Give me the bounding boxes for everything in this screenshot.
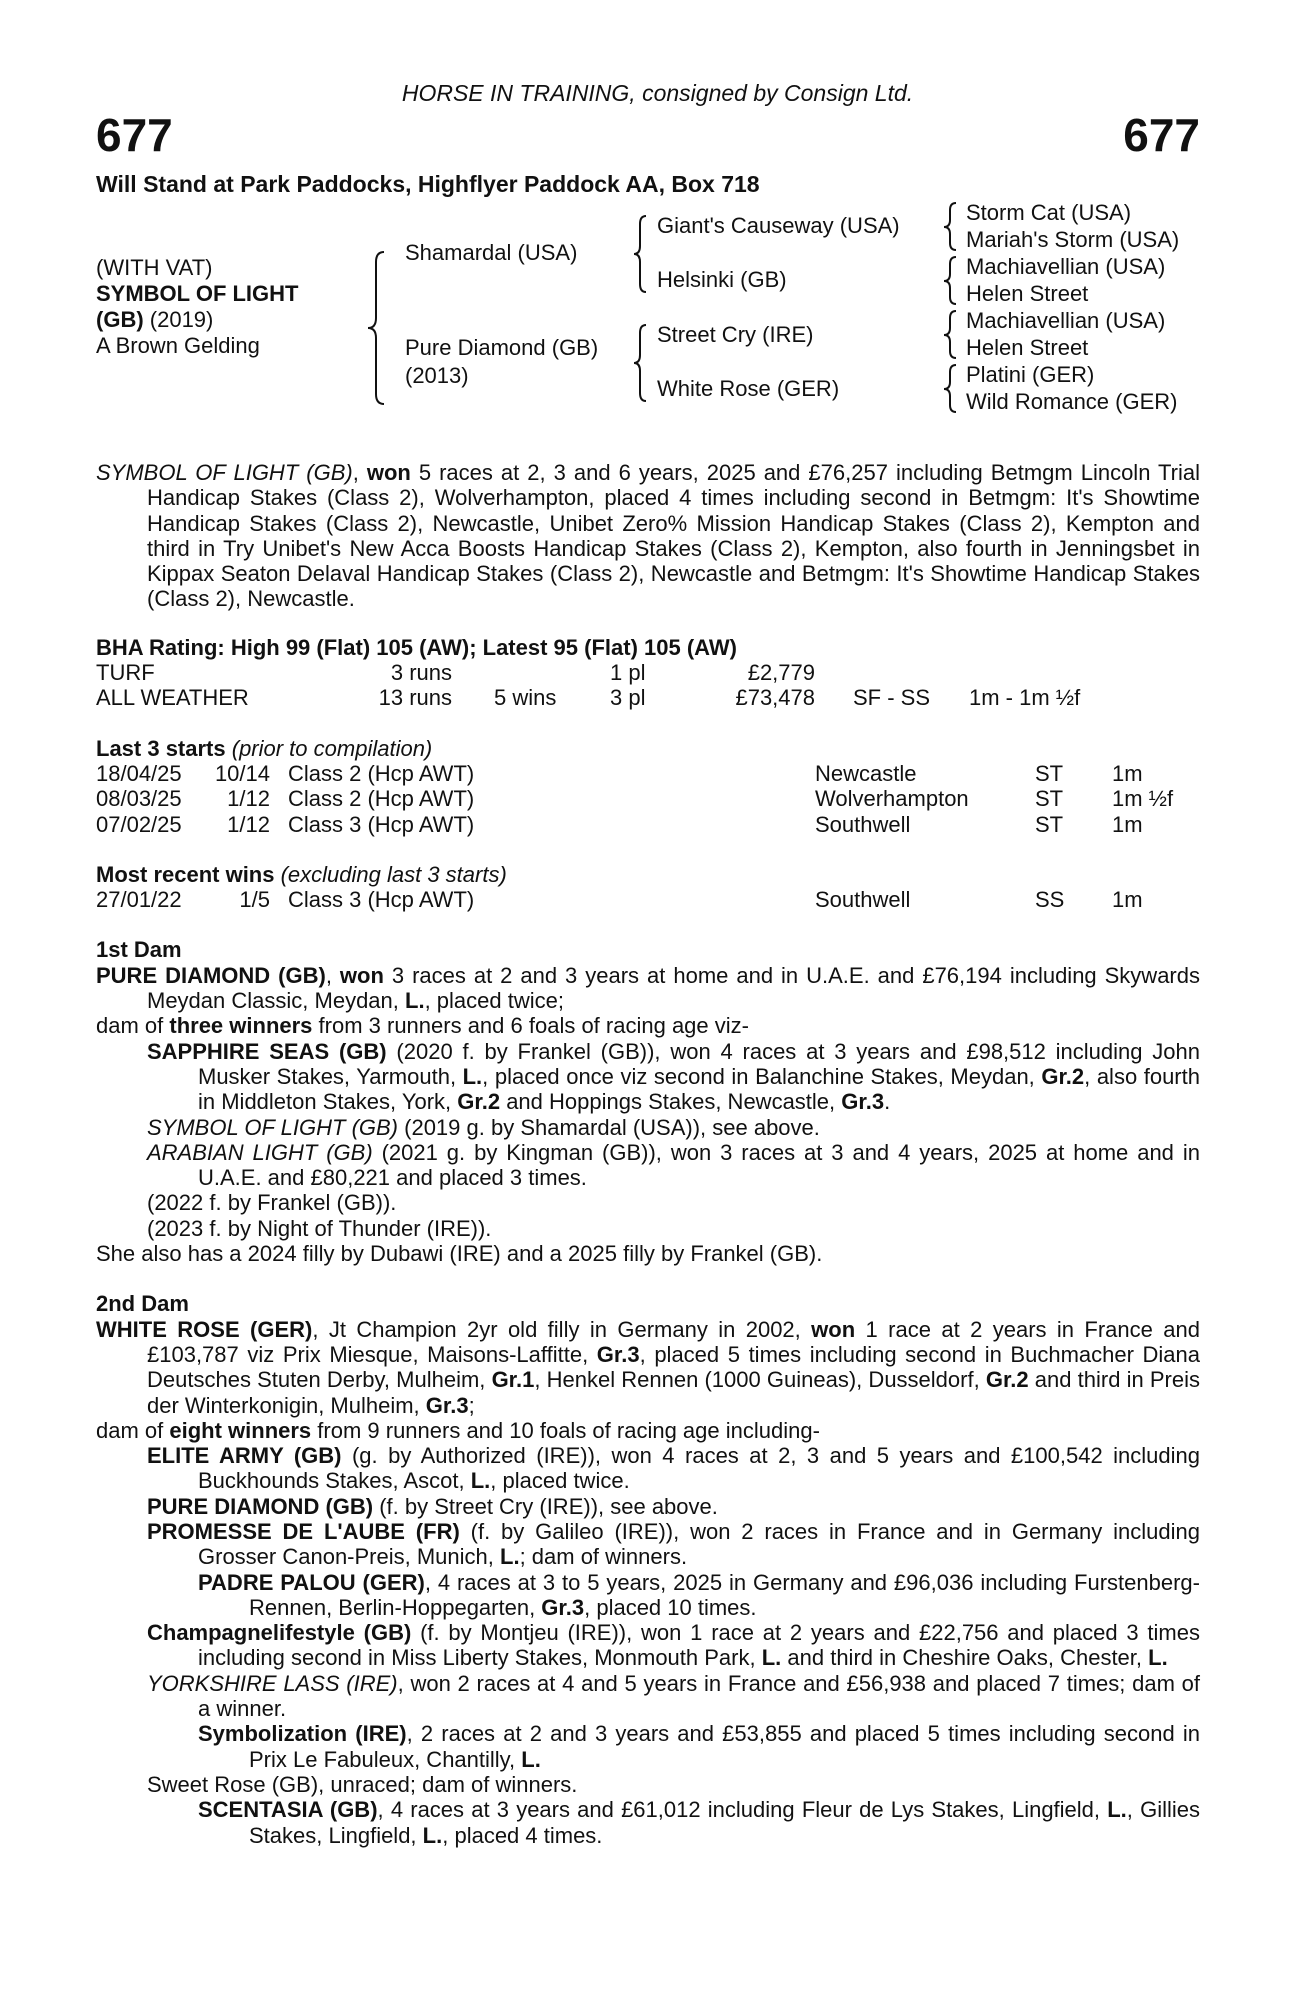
produce-record [96, 1241, 1200, 1266]
date: 07/02/25 [96, 811, 182, 837]
first-dam-section [96, 937, 1200, 1266]
distance: 1m [1112, 760, 1143, 786]
grandparent-ancestor: Machiavellian (USA) [966, 308, 1166, 333]
record-row [96, 685, 1200, 710]
bold-text: L. [500, 1544, 520, 1570]
prize-money: £2,779 [747, 660, 815, 686]
text: , Henkel Rennen (1000 Guineas), Dusseldorf, [534, 1367, 986, 1393]
produce-record [96, 1418, 1200, 1443]
italic-text: SYMBOL OF LIGHT (GB) [96, 460, 353, 485]
text: , placed twice; [424, 988, 564, 1014]
bold-text: three winners [169, 1013, 313, 1039]
text: 3 races at 2 and 3 years at home and in U.A.E. and £76,194 including Skywards Meydan Classic, Meydan, [147, 962, 1200, 1014]
dam-year: (2013) [405, 363, 469, 388]
brace-sire [634, 216, 646, 292]
text: , placed twice. [490, 1468, 630, 1494]
text: 1 race at 2 years in France and £103,787 viz Prix Miesque, Maisons-Laffitte, [147, 1316, 1200, 1367]
brace-dam [634, 325, 646, 401]
text: ; dam of winners. [519, 1544, 688, 1570]
grandparent-ancestor: Wild Romance (GER) [966, 389, 1178, 414]
course: Newcastle [815, 760, 917, 786]
course: Wolverhampton [815, 786, 969, 812]
text: , 2 races at 2 and 3 years and £53,855 and placed 5 times including second in Prix Le Fabuleux, Chantilly, [249, 1721, 1201, 1772]
sire: Shamardal (USA) [405, 240, 578, 265]
text: , [325, 962, 340, 988]
recent-wins-section [96, 862, 1200, 913]
distance: 1m ½f [1112, 786, 1174, 812]
stand-location: Will Stand at Park Paddocks, Highflyer Paddock AA, Box 718 [96, 171, 760, 197]
bold-text: Gr.3 [541, 1594, 585, 1620]
text: , placed 5 times including second in Buchmacher Diana Deutsches Stuten Derby, Mulheim, [147, 1341, 1201, 1393]
bold-text: PADRE PALOU (GER) [198, 1569, 425, 1595]
bold-text: L. [422, 1822, 443, 1848]
produce-record [96, 1115, 1200, 1140]
italic-text: SYMBOL OF LIGHT (GB) [147, 1114, 399, 1140]
grandparent-ancestor: Mariah's Storm (USA) [966, 227, 1180, 252]
produce-record [96, 1494, 1200, 1519]
date: 18/04/25 [96, 760, 182, 786]
text: (2020 f. by Frankel (GB)), won 4 races at 3 years and £98,512 including John Musker Stakes, Yarmouth, [198, 1038, 1200, 1089]
text: , also fourth in Middleton Stakes, York, [198, 1063, 1200, 1115]
dam: Pure Diamond (GB) [405, 335, 599, 360]
bold-text: PURE DIAMOND (GB) [147, 1493, 374, 1519]
text: , Gillies Stakes, Lingfield, [249, 1797, 1200, 1848]
text: , placed 4 times. [442, 1822, 603, 1848]
bold-text: WHITE ROSE (GER) [96, 1316, 313, 1342]
going: SF - SS [853, 685, 931, 711]
going: ST [1035, 786, 1064, 812]
date: 27/01/22 [96, 887, 182, 913]
horse-country: (GB) [96, 307, 144, 332]
text: , Jt Champion 2yr old filly in Germany in 2002, [312, 1316, 812, 1342]
race-class: Class 3 (Hcp AWT) [288, 811, 475, 837]
last-3-starts-title: Last 3 starts [96, 735, 226, 761]
produce-record [96, 1039, 1200, 1115]
position: 10/14 [214, 760, 270, 786]
bold-text: Gr.2 [985, 1367, 1029, 1393]
text: and Hoppings Stakes, Newcastle, [500, 1089, 842, 1115]
text: and third in Preis der Winterkonigin, Mulheim, [147, 1367, 1201, 1418]
italic-text: ARABIAN LIGHT (GB) [147, 1139, 373, 1165]
text: (f. by Galileo (IRE)), won 2 races in France and in Germany including Grosser Canon-Preis, Munich, [198, 1518, 1200, 1570]
bha-rating-title: BHA Rating: High 99 (Flat) 105 (AW); Latest 95 (Flat) 105 (AW) [96, 634, 737, 660]
position: 1/12 [227, 786, 270, 812]
text: dam of [96, 1417, 170, 1443]
distance: 1m [1112, 887, 1143, 913]
grandparent-ancestor: Helen Street [966, 281, 1089, 306]
bold-text: Gr.3 [841, 1089, 885, 1115]
produce-record [96, 1570, 1200, 1621]
record-row [96, 812, 1200, 837]
text: (g. by Authorized (IRE)), won 4 races at 2, 3 and 5 years and £100,542 including Buckhounds Stakes, Ascot, [198, 1443, 1200, 1494]
text: dam of [96, 1013, 170, 1039]
bold-text: L. [1107, 1797, 1127, 1823]
text: 5 races at 2, 3 and 6 years, 2025 and £76,257 including Betmgm Lincoln Trial Handicap Stakes (Class 2), Wolverhampton, placed 4 times including second in Betmgm: It's Showtime Handicap Stakes (Class 2), Newcastle, Unibet Zero% Mission Handicap Stakes (Class 2), Kempton and third in Try Unibet's New Acca Boosts Handicap Stakes (Class 2), Kempton, also fourth in Jenningsbet in Kippax Seaton Delaval Handicap Stakes (Class 2), Newcastle and Betmgm: It's Showtime Handicap Stakes (Class 2), Newcastle. [147, 460, 1200, 612]
text: and third in Cheshire Oaks, Chester, [781, 1645, 1149, 1671]
dam-sire: Street Cry (IRE) [657, 322, 814, 347]
record-row [96, 660, 1200, 685]
text: (f. by Montjeu (IRE)), won 1 race at 2 years and £22,756 and placed 3 times including second in Miss Liberty Stakes, Monmouth Park, [198, 1620, 1200, 1671]
bold-text: L. [521, 1746, 541, 1772]
text: Sweet Rose (GB), unraced; dam of winners. [147, 1771, 578, 1797]
bold-text: L. [470, 1468, 491, 1494]
text: from 3 runners and 6 foals of racing age viz- [312, 1013, 749, 1039]
text: She also has a 2024 filly by Dubawi (IRE) and a 2025 filly by Frankel (GB). [96, 1241, 823, 1267]
text: (2022 f. by Frankel (GB)). [147, 1190, 397, 1216]
italic-text: YORKSHIRE LASS (IRE) [147, 1670, 398, 1696]
recent-wins-title: Most recent wins [96, 861, 275, 887]
bold-text: Gr.3 [425, 1392, 469, 1418]
race-summary [96, 460, 1200, 612]
surface: ALL WEATHER [96, 685, 249, 711]
text: (2023 f. by Night of Thunder (IRE)). [147, 1215, 492, 1241]
race-record [96, 460, 1200, 1848]
runs: 3 runs [390, 660, 452, 686]
text: , placed once viz second in Balanchine Stakes, Meydan, [482, 1063, 1042, 1089]
text: , 4 races at 3 years and £61,012 including Fleur de Lys Stakes, Lingfield, [377, 1797, 1108, 1823]
horse-description: A Brown Gelding [96, 333, 260, 358]
bold-text: Gr.3 [596, 1341, 640, 1367]
produce-record [96, 1620, 1200, 1671]
race-class: Class 3 (Hcp AWT) [288, 887, 475, 913]
recent-wins-heading [96, 862, 1200, 887]
date: 08/03/25 [96, 786, 182, 812]
text: , 4 races at 3 to 5 years, 2025 in Germany and £96,036 including Furstenberg-Rennen, Berlin-Hoppegarten, [249, 1569, 1200, 1620]
produce-record [96, 1797, 1200, 1848]
course: Southwell [815, 887, 911, 913]
text: (2021 g. by Kingman (GB)), won 3 races at 3 and 4 years, 2025 at home and in U.A.E. and £80,221 and placed 3 times. [198, 1139, 1200, 1191]
produce-record [96, 1216, 1200, 1241]
pedigree-chart [0, 0, 1315, 430]
bold-text: ELITE ARMY (GB) [147, 1443, 342, 1469]
bold-text: Gr.2 [1041, 1063, 1085, 1089]
surface: TURF [96, 660, 155, 686]
distance-range: 1m - 1m ½f [969, 685, 1081, 711]
sire-sire: Giant's Causeway (USA) [657, 213, 900, 238]
going: SS [1035, 887, 1065, 913]
bha-rating-section [96, 635, 1200, 711]
produce-record [96, 1140, 1200, 1191]
position: 1/5 [239, 887, 270, 913]
produce-record [96, 1671, 1200, 1722]
grandparent-ancestor: Machiavellian (USA) [966, 254, 1166, 279]
first-dam-title: 1st Dam [96, 937, 182, 963]
bold-text: SAPPHIRE SEAS (GB) [147, 1038, 387, 1064]
horse-year: (2019) [143, 307, 214, 332]
last-3-starts-section [96, 736, 1200, 837]
grandparent-ancestor: Storm Cat (USA) [966, 200, 1132, 225]
brace-main [368, 252, 384, 404]
lot-number-left: 677 [96, 109, 173, 161]
text: , [352, 460, 367, 485]
second-dam-title: 2nd Dam [96, 1291, 189, 1317]
last-3-starts-note: (prior to compilation) [225, 735, 433, 761]
text: , placed 10 times. [584, 1594, 757, 1620]
bold-text: Symbolization (IRE) [198, 1721, 407, 1747]
produce-record [96, 1190, 1200, 1215]
record-row [96, 761, 1200, 786]
bold-text: L. [1148, 1645, 1168, 1671]
places: 3 pl [610, 685, 646, 711]
wins: 5 wins [494, 685, 557, 711]
going: ST [1035, 811, 1064, 837]
race-class: Class 2 (Hcp AWT) [288, 760, 475, 786]
bold-text: PROMESSE DE L'AUBE (FR) [147, 1518, 460, 1544]
record-row [96, 786, 1200, 811]
bold-text: L. [462, 1063, 483, 1089]
position: 1/12 [227, 811, 270, 837]
second-dam-section [96, 1291, 1200, 1848]
bold-text: Champagnelifestyle (GB) [147, 1620, 412, 1646]
bold-text: SCENTASIA (GB) [198, 1797, 378, 1823]
grandparent-ancestor: Platini (GER) [966, 362, 1095, 387]
produce-record [96, 963, 1200, 1014]
produce-record [96, 1013, 1200, 1038]
runs: 13 runs [378, 685, 452, 711]
text: from 9 runners and 10 foals of racing age including- [311, 1417, 820, 1443]
horse-name: SYMBOL OF LIGHT [96, 281, 299, 306]
vat-label: (WITH VAT) [96, 255, 213, 280]
bold-text: L. [761, 1645, 782, 1671]
produce-record [96, 1443, 1200, 1494]
text: (f. by Street Cry (IRE)), see above. [373, 1493, 718, 1519]
bold-text: eight winners [169, 1417, 312, 1443]
record-row [96, 887, 1200, 912]
sire-dam: Helsinki (GB) [657, 267, 787, 292]
bold-text: PURE DIAMOND (GB) [96, 962, 326, 988]
distance: 1m [1112, 811, 1143, 837]
bold-text: won [811, 1316, 856, 1342]
produce-record [96, 1317, 1200, 1418]
text: , won 2 races at 4 and 5 years in France and £56,938 and placed 7 times; dam of a winner. [198, 1670, 1200, 1722]
race-class: Class 2 (Hcp AWT) [288, 786, 475, 812]
produce-record [96, 1772, 1200, 1797]
prize-money: £73,478 [735, 685, 815, 711]
last-3-starts-heading [96, 736, 1200, 761]
produce-record [96, 1721, 1200, 1772]
bold-text: won [339, 962, 384, 988]
going: ST [1035, 760, 1064, 786]
catalogue-header: HORSE IN TRAINING, consigned by Consign Ltd. [401, 80, 914, 106]
course: Southwell [815, 811, 911, 837]
lot-number-right: 677 [1123, 109, 1200, 161]
recent-wins-note: (excluding last 3 starts) [274, 861, 507, 887]
bold-text: won [366, 460, 411, 485]
text: ; [468, 1392, 475, 1418]
dam-dam: White Rose (GER) [657, 376, 840, 401]
places: 1 pl [610, 660, 646, 686]
bold-text: L. [405, 988, 425, 1014]
bold-text: Gr.1 [491, 1367, 535, 1393]
text: . [884, 1089, 891, 1115]
bold-text: Gr.2 [457, 1089, 501, 1115]
produce-record [96, 1519, 1200, 1570]
text: (2019 g. by Shamardal (USA)), see above. [398, 1114, 820, 1140]
grandparent-ancestor: Helen Street [966, 335, 1089, 360]
horse-origin-year [96, 307, 213, 333]
